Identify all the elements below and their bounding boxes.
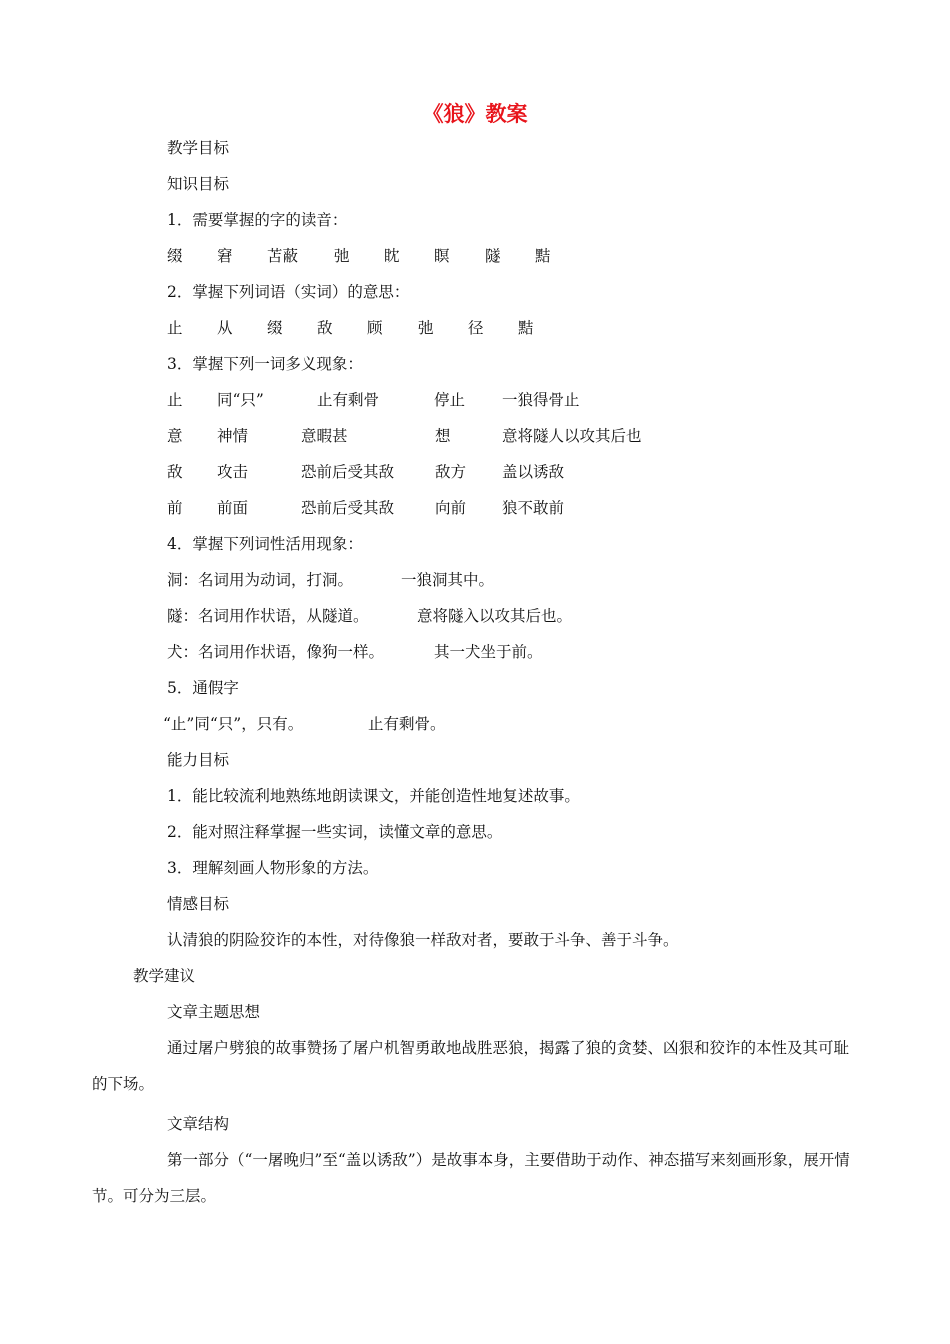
usage-rule: 犬：名词用作状语，像狗一样。 xyxy=(167,643,385,661)
usage-example: 意将隧入以攻其后也。 xyxy=(417,607,573,625)
polysemy-meaning-1: 神情 xyxy=(217,427,249,445)
usage-example: 其一犬坐于前。 xyxy=(434,643,543,661)
tongjia-rule: “止”同“只”，只有。 xyxy=(163,715,304,733)
polysemy-word: 意 xyxy=(167,427,183,445)
polysemy-meaning-1: 攻击 xyxy=(217,463,249,481)
ability-item-2: 2．能对照注释掌握一些实词，读懂文章的意思。 xyxy=(167,823,503,841)
word-item: 黠 xyxy=(518,319,534,337)
knowledge-item-5: 5．通假字 xyxy=(167,679,239,697)
polysemy-meaning-1: 前面 xyxy=(217,499,249,517)
polysemy-word: 止 xyxy=(167,391,183,409)
tongjia-example: 止有剩骨。 xyxy=(368,715,446,733)
polysemy-example-2: 一狼得骨止 xyxy=(502,391,580,409)
heading-emotion-goals: 情感目标 xyxy=(167,895,230,913)
polysemy-meaning-1: 同“只” xyxy=(217,391,264,409)
polysemy-example-1: 恐前后受其敌 xyxy=(301,463,395,481)
char-item: 眈 xyxy=(384,247,400,265)
polysemy-meaning-2: 敌方 xyxy=(435,463,467,481)
knowledge-item-2: 2．掌握下列词语（实词）的意思： xyxy=(167,283,410,301)
word-item: 径 xyxy=(468,319,484,337)
polysemy-meaning-2: 想 xyxy=(435,427,451,445)
word-item: 缀 xyxy=(267,319,283,337)
polysemy-word: 敌 xyxy=(167,463,183,481)
page-title: 《狼》教案 xyxy=(422,102,528,126)
word-item: 顾 xyxy=(367,319,383,337)
char-item: 隧 xyxy=(485,247,501,265)
usage-example: 一狼洞其中。 xyxy=(401,571,495,589)
word-item: 弛 xyxy=(418,319,434,337)
heading-ability-goals: 能力目标 xyxy=(167,751,230,769)
ability-item-1: 1．能比较流利地熟练地朗读课文，并能创造性地复述故事。 xyxy=(167,787,580,805)
word-item: 从 xyxy=(217,319,233,337)
theme-paragraph: 通过屠户劈狼的故事赞扬了屠户机智勇敢地战胜恶狼，揭露了狼的贪婪、凶狠和狡诈的本性及其可耻的下场。 xyxy=(92,1039,850,1093)
polysemy-meaning-2: 向前 xyxy=(435,499,467,517)
polysemy-word: 前 xyxy=(167,499,183,517)
emotion-item: 认清狼的阴险狡诈的本性，对待像狼一样敌对者，要敢于斗争、善于斗争。 xyxy=(167,931,679,949)
usage-rule: 隧：名词用作状语，从隧道。 xyxy=(167,607,369,625)
polysemy-meaning-2: 停止 xyxy=(434,391,466,409)
heading-knowledge-goals: 知识目标 xyxy=(167,175,230,193)
knowledge-item-1: 1．需要掌握的字的读音： xyxy=(167,211,348,229)
heading-theme: 文章主题思想 xyxy=(167,1003,261,1021)
char-item: 弛 xyxy=(334,247,350,265)
heading-teaching-goals: 教学目标 xyxy=(167,139,230,157)
polysemy-example-1: 意暇甚 xyxy=(301,427,348,445)
word-item: 止 xyxy=(167,319,183,337)
heading-structure: 文章结构 xyxy=(167,1115,230,1133)
knowledge-item-4: 4．掌握下列词性活用现象： xyxy=(167,535,363,553)
heading-teaching-advice: 教学建议 xyxy=(133,967,196,985)
word-item: 敌 xyxy=(317,319,333,337)
polysemy-example-1: 恐前后受其敌 xyxy=(301,499,395,517)
polysemy-example-2: 盖以诱敌 xyxy=(502,463,565,481)
char-item: 苫蔽 xyxy=(267,247,299,265)
char-item: 窘 xyxy=(217,247,233,265)
knowledge-item-3: 3．掌握下列一词多义现象： xyxy=(167,355,363,373)
char-item: 瞑 xyxy=(434,247,450,265)
usage-rule: 洞：名词用为动词，打洞。 xyxy=(167,571,354,589)
polysemy-example-2: 狼不敢前 xyxy=(502,499,565,517)
char-item: 黠 xyxy=(535,247,551,265)
polysemy-example-2: 意将隧人以攻其后也 xyxy=(502,427,642,445)
char-item: 缀 xyxy=(167,247,183,265)
polysemy-example-1: 止有剩骨 xyxy=(317,391,380,409)
ability-item-3: 3．理解刻画人物形象的方法。 xyxy=(167,859,379,877)
structure-paragraph: 第一部分（“一屠晚归”至“盖以诱敌”）是故事本身，主要借助于动作、神态描写来刻画形象，展开情节。可分为三层。 xyxy=(92,1151,850,1205)
